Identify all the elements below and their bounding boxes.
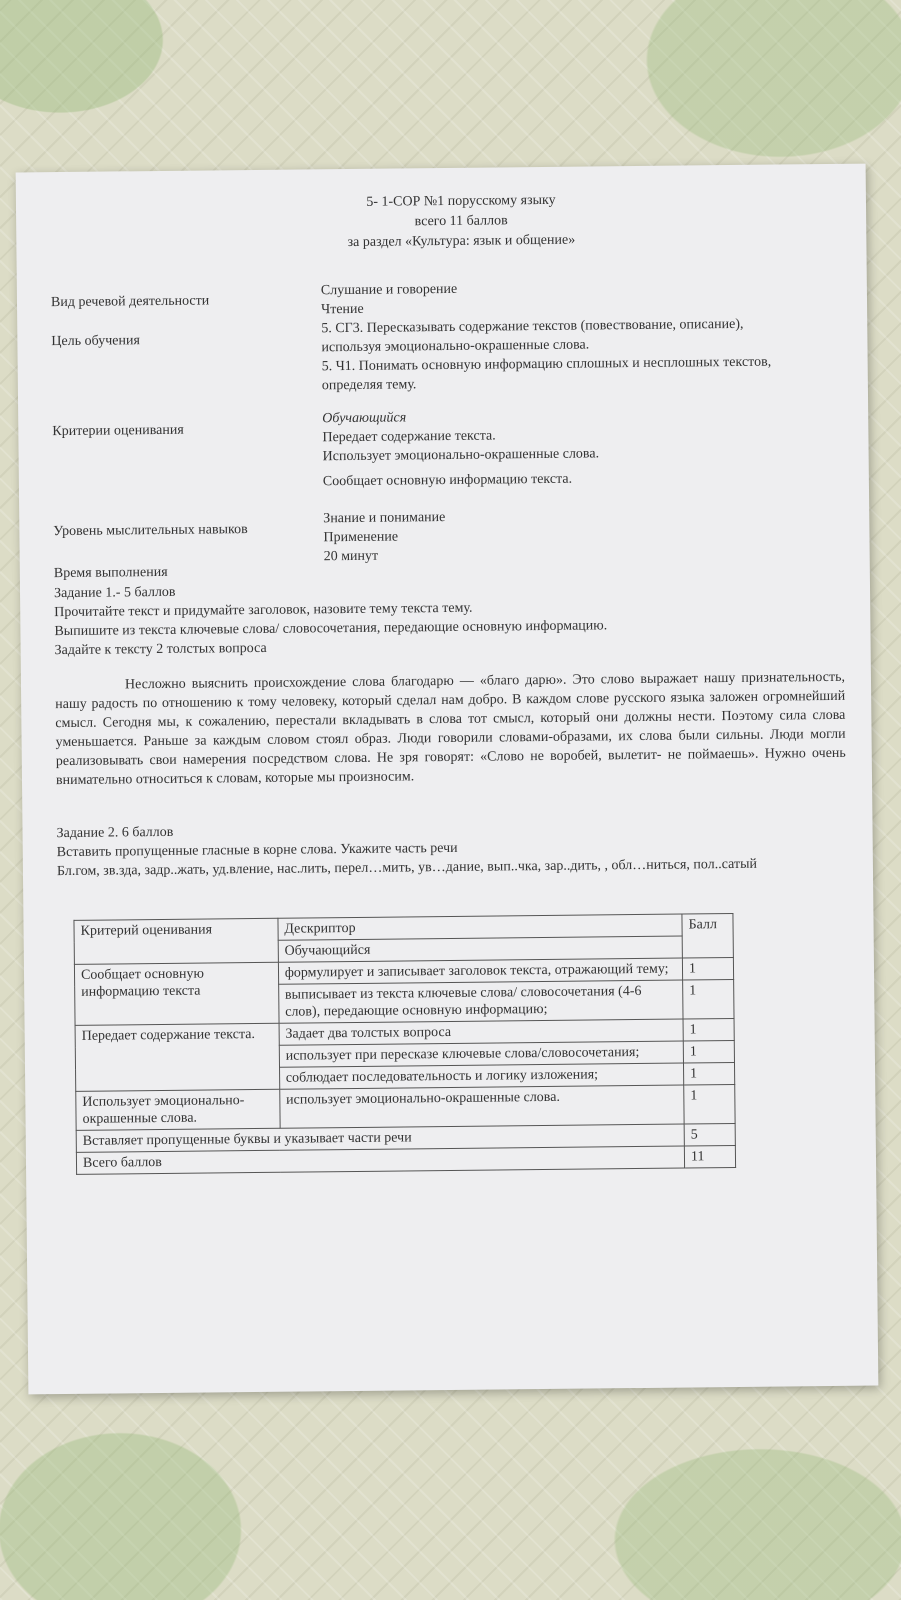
activity-value: Слушание и говорение — [320, 281, 458, 299]
task-2-title: Задание 2. 6 баллов — [56, 824, 174, 842]
task-2-words: Бл.гом, зв.зда, задр..жать, уд.вление, нас.лить, перел…мить, ув…дание, вып..чка, зар..дить, , обл…ниться, пол..сатый — [56, 856, 758, 880]
activity-values — [321, 276, 841, 319]
task-2-instruction: Вставить пропущенные гласные в корне слова. Укажите часть речи — [56, 840, 458, 861]
header-descriptor: Дескриптор — [278, 914, 682, 940]
header-criterion: Критерий оценивания — [74, 918, 278, 964]
task-1-instruction: Выпишите из текста ключевые слова/ словосочетания, передающие основную информацию. — [54, 618, 608, 640]
criteria-value: Передает содержание текста. — [322, 428, 496, 446]
descriptor-cell: формулирует и записывает заголовок текста, отражающий тему; — [278, 958, 682, 984]
task-1-instruction: Прочитайте текст и придумайте заголовок, назовите тему текста тему. — [54, 600, 473, 621]
criteria-label: Критерии оценивания — [52, 422, 184, 440]
goal-label: Цель обучения — [51, 333, 140, 350]
criteria-value: Использует эмоционально-окрашенные слова. — [322, 446, 600, 465]
time-value: 20 минут — [323, 548, 379, 565]
skills-row — [53, 504, 843, 565]
goal-value: определяя тему. — [321, 377, 417, 394]
goal-value: 5. Ч1. Понимать основную информацию сплошных и несплошных текстов, — [321, 354, 772, 375]
time-label: Время выполнения — [53, 564, 168, 582]
skills-values — [323, 504, 844, 566]
header-line-1: 5- 1-СОР №1 порусскому языку — [366, 192, 556, 210]
goal-values — [321, 314, 842, 395]
student-cell: Обучающийся — [278, 936, 682, 962]
points-cell: 1 — [683, 1063, 734, 1086]
goal-value: 5. СГ3. Пересказывать содержание текстов (повествование, описание), — [321, 316, 744, 337]
worksheet-paper — [16, 164, 879, 1395]
activity-value: Чтение — [321, 301, 364, 318]
criterion-cell: Передает содержание текста. — [75, 1023, 279, 1091]
header-points: Балл — [682, 914, 733, 959]
goal-value: используя эмоционально-окрашенные слова. — [321, 337, 590, 356]
criteria-value: Сообщает основную информацию текста. — [322, 471, 573, 490]
task-1-text: Несложно выяснить происхождение слова благодарю — «благо дарю». Это слово выражает нашу признательность, нашу радость по отношению к тому человеку, который сделал нам добро. В каждом слове русского языка заложен огромнейший смысл. Сегодня мы, к сожалению, перестали вкладывать в слова тот смысл, который они должны нести. Поэтому сила слова уменьшается. Раньше за каждым словом стоял образ. Люди говорили словами-образами, их слова были сильны. Люди могли реализовывать свои намерения посредством слова. Не зря говорят: «Слово не воробей, вылетит- не поймаешь». Нужно очень внимательно относиться к словам, которые мы произносим. — [55, 669, 846, 789]
descriptor-cell: использует эмоционально-окрашенные слова. — [280, 1085, 685, 1128]
criterion-cell: Использует эмоционально-окрашенные слова. — [76, 1089, 280, 1130]
points-cell: 1 — [684, 1085, 735, 1125]
skills-value: Знание и понимание — [323, 510, 446, 527]
worksheet-header — [16, 188, 867, 257]
table-row — [76, 1085, 735, 1131]
descriptor-cell: использует при пересказе ключевые слова/словосочетания; — [279, 1041, 683, 1067]
activity-row — [50, 276, 841, 318]
header-line-3: за раздел «Культура: язык и общение» — [347, 232, 576, 251]
skills-label: Уровень мыслительных навыков — [53, 522, 248, 540]
points-cell: 1 — [682, 958, 733, 981]
descriptor-cell: выписывает из текста ключевые слова/ словосочетания (4-6 слов), передающие основную информацию; — [278, 980, 683, 1023]
task-2 — [56, 816, 847, 881]
descriptor-cell: соблюдает последовательность и логику изложения; — [279, 1063, 683, 1089]
total-label: Всего баллов — [76, 1146, 684, 1174]
assessment-meta — [50, 276, 841, 582]
criterion-cell: Сообщает основную информацию текста — [74, 962, 278, 1025]
header-line-2: всего 11 баллов — [414, 213, 508, 230]
points-cell: 5 — [684, 1124, 735, 1147]
task-1 — [54, 576, 846, 790]
points-cell: 1 — [683, 1041, 734, 1064]
total-points: 11 — [684, 1146, 735, 1169]
skills-value: Применение — [323, 529, 399, 546]
criterion-cell: Вставляет пропущенные буквы и указывает части речи — [76, 1124, 684, 1152]
descriptor-cell: Задает два толстых вопроса — [279, 1019, 683, 1045]
criteria-heading: Обучающийся — [322, 410, 407, 427]
assessment-criteria-table — [73, 913, 736, 1175]
criteria-row — [52, 404, 842, 490]
task-1-instruction: Задайте к тексту 2 толстых вопроса — [54, 640, 267, 659]
criteria-values — [322, 404, 843, 491]
points-cell: 1 — [683, 1019, 734, 1042]
activity-label: Вид речевой деятельности — [50, 293, 210, 311]
task-1-title: Задание 1.- 5 баллов — [53, 584, 176, 602]
points-cell: 1 — [683, 980, 734, 1020]
